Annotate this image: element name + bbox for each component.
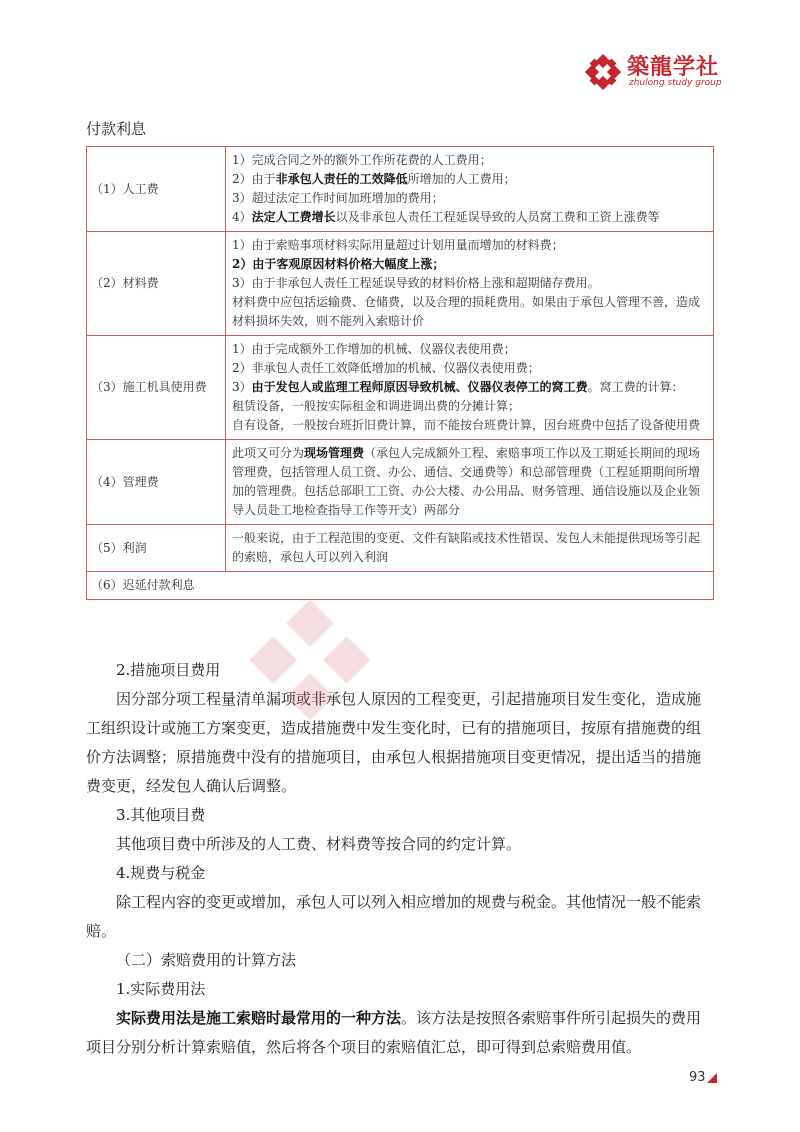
section-heading: 1.实际费用法 bbox=[116, 980, 206, 998]
fee-row bbox=[87, 147, 714, 232]
text-segment: （承包人完成额外工程、索赔事项工作以及工期延长期间的现场管理费，包括管理人员工资、办公、通信、交通费等）和总部管理费（工程延期期间所增加的管理费。包括总部职工工资、办公大楼、办公用品、财务管理、通信设施以及企业领导人员赴工地检查指导工作等开支）两部分 bbox=[232, 446, 701, 517]
bold-phrase: 由于发包人或监理工程师原因导致机械、仪器仪表停工的窝工费 bbox=[251, 380, 588, 394]
fee-category: （4）管理费 bbox=[87, 440, 226, 525]
text-segment: 材料费中应包括运输费、仓储费，以及合理的损耗费用。如果由于承包人管理不善，造成材料损坏失效，则不能列入索赔计价 bbox=[232, 295, 701, 328]
fee-category: （6）迟延付款利息 bbox=[87, 572, 714, 600]
text-segment: 2）非承包人责任工效降低增加的机械、仪器仪表使用费； bbox=[232, 361, 540, 375]
brand-name: 築龍学社 bbox=[627, 54, 720, 80]
fee-description-line bbox=[232, 529, 707, 567]
text-segment: 1）由于完成额外工作增加的机械、仪器仪表使用费； bbox=[232, 342, 516, 356]
text-segment: 租赁设备，一般按实际租金和调进调出费的分摊计算； bbox=[232, 399, 521, 413]
fee-description bbox=[226, 232, 714, 336]
text-segment: 所增加的人工费用； bbox=[407, 172, 516, 186]
text-segment: 1）完成合同之外的额外工作所花费的人工费用； bbox=[232, 153, 492, 167]
paragraph: 其他项目费中所涉及的人工费、材料费等按合同的约定计算。 bbox=[116, 835, 522, 853]
fee-description-line bbox=[232, 416, 707, 435]
fee-description-line bbox=[232, 151, 707, 170]
page-corner-icon bbox=[707, 1073, 717, 1083]
fee-description-line bbox=[232, 340, 707, 359]
text-segment: 3） bbox=[232, 380, 252, 394]
text-segment: 1）由于索赔事项材料实际用量超过计划用量而增加的材料费； bbox=[232, 238, 564, 252]
fee-description-line bbox=[232, 397, 707, 416]
text-segment: 此项又可分为 bbox=[232, 446, 305, 460]
body-text bbox=[86, 656, 714, 1062]
fee-description-line bbox=[232, 208, 707, 227]
brand-logo bbox=[585, 50, 722, 94]
fee-description-line bbox=[232, 189, 707, 208]
fee-category: （1）人工费 bbox=[87, 147, 226, 232]
bold-phrase: 法定人工费增长 bbox=[251, 210, 336, 224]
fee-description-line bbox=[232, 293, 707, 331]
text-segment: 3）超过法定工作时间加班增加的费用； bbox=[232, 191, 444, 205]
text-segment: 。窝工费的计算： bbox=[587, 380, 684, 394]
text-segment: 4） bbox=[232, 210, 252, 224]
bold-phrase: 实际费用法是施工索赔时最常用的一种方法 bbox=[116, 1009, 402, 1027]
fee-description-line bbox=[232, 359, 707, 378]
fee-category: （5）利润 bbox=[87, 525, 226, 572]
bold-phrase: 非承包人责任的工效降低 bbox=[275, 172, 408, 186]
fee-description-line bbox=[232, 378, 707, 397]
paragraph: 因分部分项工程量清单漏项或非承包人原因的工程变更，引起措施项目发生变化，造成施工组织设计或施工方案变更，造成措施费中发生变化时，已有的措施项目，按原有措施费的组价方法调整；原措施费中没有的措施项目，由承包人根据措施项目变更情况，提出适当的措施费变更，经发包人确认后调整。 bbox=[86, 690, 702, 795]
paragraph-text: 。该方法是按照各索赔事件所引起损失的费用项目分别分析计算索赔值，然后将各个项目的索赔值汇总，即可得到总索赔费用值。 bbox=[86, 1009, 702, 1056]
fee-category: （3）施工机具使用费 bbox=[87, 336, 226, 440]
fee-description-line bbox=[232, 274, 707, 293]
text-segment: 一般来说，由于工程范围的变更、文件有缺陷或技术性错误、发包人未能提供现场等引起的索赔，承包人可以列入利润 bbox=[232, 531, 701, 564]
fee-row-footer bbox=[87, 572, 714, 600]
flower-logo-icon bbox=[585, 54, 621, 90]
fee-description bbox=[226, 147, 714, 232]
text-segment: 3）由于非承包人责任工程延误导致的材料价格上涨和超期储存费用。 bbox=[232, 276, 600, 290]
fee-row bbox=[87, 525, 714, 572]
section-heading: 4.规费与税金 bbox=[116, 864, 206, 882]
fee-row bbox=[87, 336, 714, 440]
fee-description bbox=[226, 336, 714, 440]
paragraph bbox=[86, 1004, 714, 1062]
fee-description-line bbox=[232, 170, 707, 189]
fee-category: （2）材料费 bbox=[87, 232, 226, 336]
page-number: 93 bbox=[689, 1070, 706, 1085]
paragraph: 除工程内容的变更或增加，承包人可以列入相应增加的规费与税金。其他情况一般不能索赔。 bbox=[86, 893, 702, 940]
brand-subtitle: zhulong study group bbox=[629, 78, 722, 88]
fee-table bbox=[86, 146, 714, 600]
section-heading: 3.其他项目费 bbox=[116, 806, 206, 824]
fee-description-line bbox=[232, 236, 707, 255]
fee-description-line bbox=[232, 255, 707, 274]
fee-row bbox=[87, 232, 714, 336]
fee-description bbox=[226, 440, 714, 525]
part-heading: （二）索赔费用的计算方法 bbox=[116, 951, 297, 969]
text-segment: 自有设备，一般按台班折旧费计算，而不能按台班费计算，因台班费中包括了设备使用费 bbox=[232, 418, 701, 432]
section-heading: 2.措施项目费用 bbox=[116, 661, 221, 679]
fee-description-line bbox=[232, 444, 707, 520]
text-segment: 2）由于 bbox=[232, 172, 276, 186]
fee-description bbox=[226, 525, 714, 572]
bold-phrase: 2）由于客观原因材料价格大幅度上涨； bbox=[232, 257, 445, 271]
bold-phrase: 现场管理费 bbox=[304, 446, 365, 460]
fee-row bbox=[87, 440, 714, 525]
text-segment: 以及非承包人责任工程延误导致的人员窝工费和工资上涨费等 bbox=[335, 210, 660, 224]
section-title: 付款利息 bbox=[86, 120, 147, 138]
